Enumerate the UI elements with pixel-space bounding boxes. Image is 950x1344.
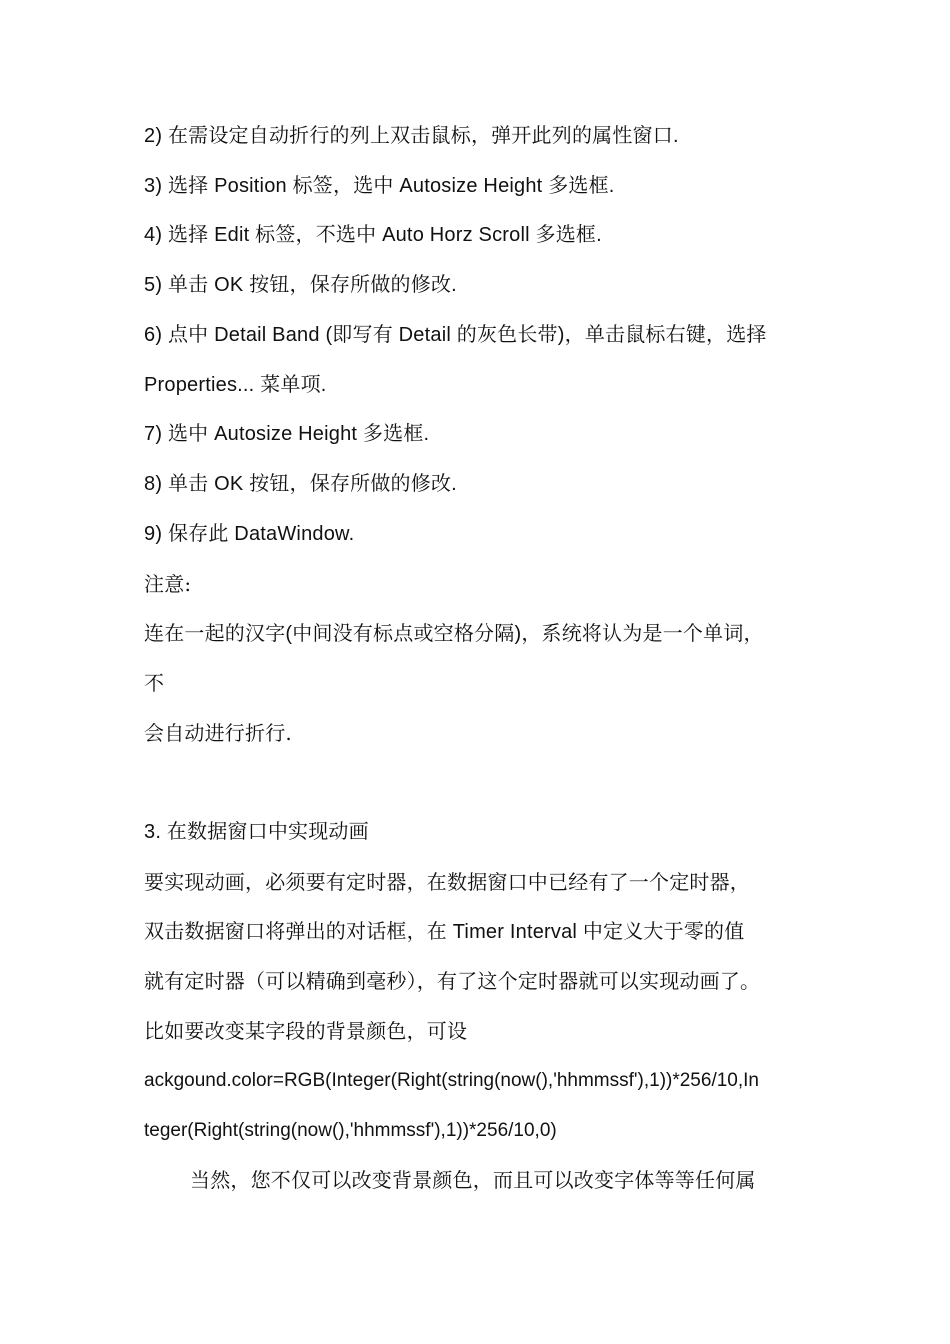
step-2: 2) 在需设定自动折行的列上双击鼠标，弹开此列的属性窗口. [144, 125, 679, 147]
paragraph-line: 要实现动画，必须要有定时器，在数据窗口中已经有了一个定时器， [144, 870, 750, 894]
note-line: 不 [144, 671, 165, 695]
code-line: teger(Right(string(now(),'hhmmssf'),1))*256/10,0) [144, 1120, 557, 1141]
step-8: 8) 单击 OK 按钮，保存所做的修改. [144, 473, 457, 495]
step-6: 6) 点中 Detail Band (即写有 Detail 的灰色长带)，单击鼠标右键，选择 [144, 324, 767, 346]
paragraph-line: 比如要改变某字段的背景颜色，可设 [144, 1019, 468, 1043]
final-paragraph-line: 当然，您不仅可以改变背景颜色，而且可以改变字体等等任何属 [190, 1168, 756, 1192]
code-line: ackgound.color=RGB(Integer(Right(string(now(),'hhmmssf'),1))*256/10,In [144, 1070, 759, 1091]
step-6-continuation: Properties... 菜单项. [144, 374, 327, 396]
paragraph-line: 双击数据窗口将弹出的对话框，在 Timer Interval 中定义大于零的值 [144, 921, 745, 943]
note-label: 注意: [144, 572, 192, 596]
step-7: 7) 选中 Autosize Height 多选框. [144, 423, 430, 445]
paragraph-line: 就有定时器（可以精确到毫秒），有了这个定时器就可以实现动画了。 [144, 969, 761, 993]
step-4: 4) 选择 Edit 标签，不选中 Auto Horz Scroll 多选框. [144, 224, 602, 246]
step-9: 9) 保存此 DataWindow. [144, 523, 355, 545]
note-line: 会自动进行折行. [144, 721, 292, 745]
section-heading: 3. 在数据窗口中实现动画 [144, 821, 369, 843]
step-5: 5) 单击 OK 按钮，保存所做的修改. [144, 274, 457, 296]
note-line: 连在一起的汉字(中间没有标点或空格分隔)，系统将认为是一个单词， [144, 623, 764, 645]
step-3: 3) 选择 Position 标签，选中 Autosize Height 多选框. [144, 175, 615, 197]
